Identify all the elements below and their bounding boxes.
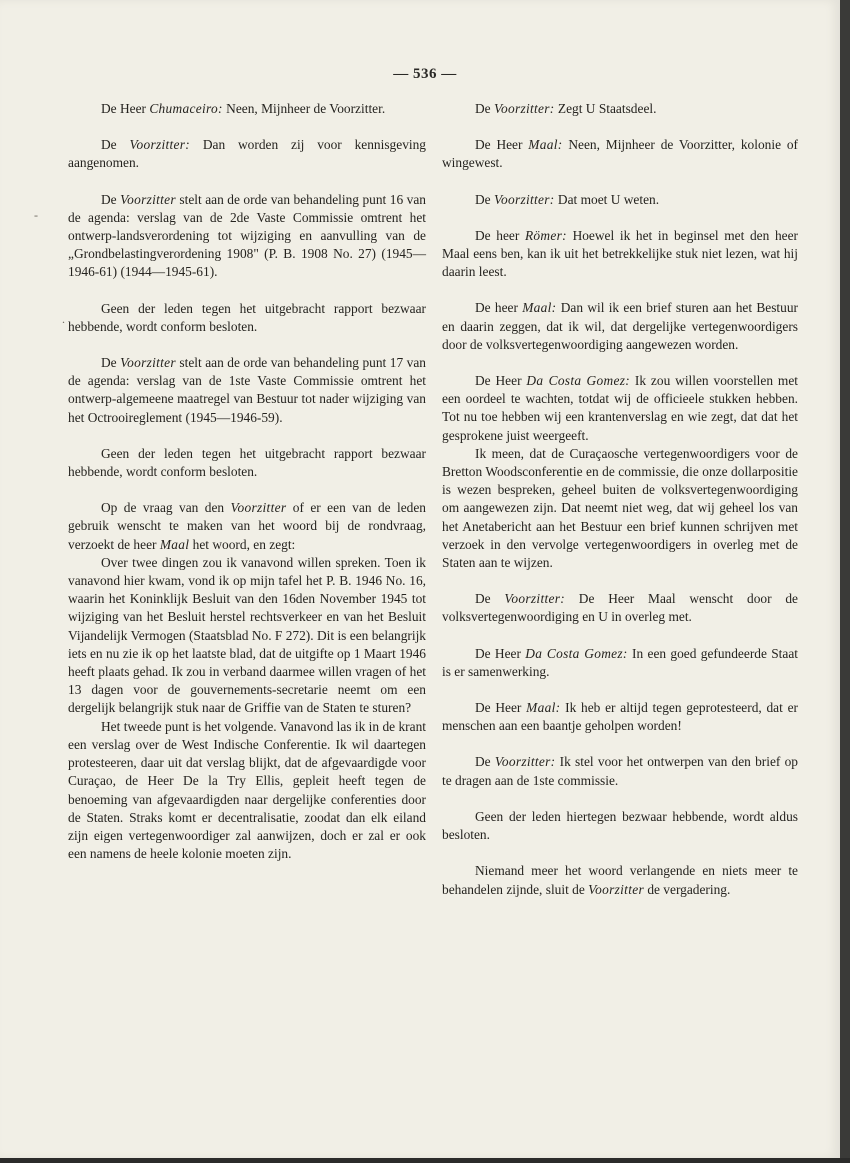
paragraph: De Heer Da Costa Gomez: In een goed gefundeerde Staat is er samenwerking. <box>442 645 799 679</box>
paragraph: De Heer Maal: Ik heb er altijd tegen geprotesteerd, dat er menschen aan een baantje geholpen worden! <box>442 700 798 734</box>
margin-mark: . <box>62 312 65 326</box>
paragraph: De heer Maal: Dan wil ik een brief sturen aan het Bestuur en daarin zeggen, dat ik wil, dat dergelijke vertegenwoordigers door de volksvertegenwoordiging aangewezen worden. <box>442 300 798 352</box>
paragraph: Geen der leden hiertegen bezwaar hebbende, wordt aldus besloten. <box>442 808 798 843</box>
paragraph: De Voorzitter: Ik stel voor het ontwerpen van den brief op te dragen aan de 1ste commissie. <box>442 754 798 788</box>
paragraph: Over twee dingen zou ik vanavond willen spreken. Toen ik vanavond hier kwam, vond ik op mijn tafel het P. B. 1946 No. 16, waarin het Koninklijk Besluit van den 16den November 1945 tot wijziging van het Besluit herstel rechtsverkeer en van het Besluit Vijandelijk Vermogen (Staatsblad No. F 272). Dit is een belangrijk iets en nu zie ik op het laatste blad, dat de uitgifte op 1 Maart 1946 heeft plaats gehad. Ik zou in verband daarmee willen vragen of het 13 dagen voor de gouvernements-secretarie neemt om een dergelijk belangrijk stuk naar de Griffie van de Staten te sturen? <box>68 554 426 716</box>
paragraph: Niemand meer het woord verlangende en niets meer te behandelen zijnde, sluit de Voorzitter de vergadering. <box>442 863 798 897</box>
scan-edge <box>0 1158 850 1163</box>
left-column <box>68 100 426 863</box>
paragraph: De Voorzitter: Dan worden zij voor kennisgeving aangenomen. <box>68 137 426 171</box>
paragraph: Geen der leden tegen het uitgebracht rapport bezwaar hebbende, wordt conform besloten. <box>68 445 426 480</box>
paragraph: De Voorzitter stelt aan de orde van behandeling punt 17 van de agenda: verslag van de 1ste Vaste Commissie omtrent het ontwerp-algemeene maatregel van Bestuur tot nader wijziging van het Octrooireglement (1945—1946-59). <box>68 355 426 425</box>
paragraph: De heer Römer: Hoewel ik het in beginsel met den heer Maal eens ben, kan ik uit het betrekkelijke stuk niet lezen, wat hij daarin leest. <box>442 227 798 280</box>
page-number: — 536 — <box>393 66 457 82</box>
paragraph: De Heer Chumaceiro: Neen, Mijnheer de Voorzitter. <box>101 101 386 116</box>
paragraph: De Voorzitter: De Heer Maal wenscht door de volksvertegenwoordiging en U in overleg met. <box>442 591 799 625</box>
paragraph: De Voorzitter stelt aan de orde van behandeling punt 16 van de agenda: verslag van de 2de Vaste Commissie omtrent het ontwerp-landsverordening tot wijziging en aanvulling van de „Grondbelastingverordening 1908" (P. B. 1908 No. 27) (1945—1946-61) (1944—1945-61). <box>68 191 426 280</box>
paragraph: Geen der leden tegen het uitgebracht rapport bezwaar hebbende, wordt conform besloten. <box>68 300 426 334</box>
paragraph: Het tweede punt is het volgende. Vanavond las ik in de krant een verslag over de West Indische Conferentie. Ik wil daartegen protesteeren, daar uit dat verslag blijkt, dat de afgevaardigde voor Curaçao, de Heer De la Try Ellis, gepleit heeft tegen de benoeming van afgevaardigden naar dergelijke conferenties door de Staten. Straks komt er decentralisatie, zoodat dan elk eiland zijn eigen vertegenwoordiger zal aanwijzen, doch er zal er ook een namens de heele kolonie moeten zijn. <box>68 718 426 862</box>
paragraph: De Voorzitter: Zegt U Staatsdeel. <box>475 101 657 116</box>
paragraph: De Heer Da Costa Gomez: Ik zou willen voorstellen met een oordeel te wachten, totdat wij de officieele stukken hebben. Tot nu toe hebben wij een krantenverslag en wie zegt, dat dat het gesprokene juist weergeeft. <box>442 373 798 443</box>
right-column <box>442 100 798 899</box>
paragraph: De Heer Maal: Neen, Mijnheer de Voorzitter, kolonie of wingewest. <box>442 137 798 171</box>
paragraph: Op de vraag van den Voorzitter of er een van de leden gebruik wenscht te maken van het woord bij de rondvraag, verzoekt de heer Maal het woord, en zegt: <box>68 500 426 552</box>
paragraph: De Voorzitter: Dat moet U weten. <box>475 191 660 207</box>
paragraph: Ik meen, dat de Curaçaosche vertegenwoordigers voor de Bretton Woodsconferentie en de commissie, die onze dollarpositie is wezen bespreken, geheel buiten de volksvertegenwoordiging om aangewezen zijn. Dat neemt niet weg, dat wij geheel los van het Anetabericht aan het Bestuur een brief kunnen schrijven met verzoek in den vervolge vertegenwoordigers in overleg met de Staten aan te wijzen. <box>442 445 798 571</box>
margin-mark: - <box>34 208 38 222</box>
